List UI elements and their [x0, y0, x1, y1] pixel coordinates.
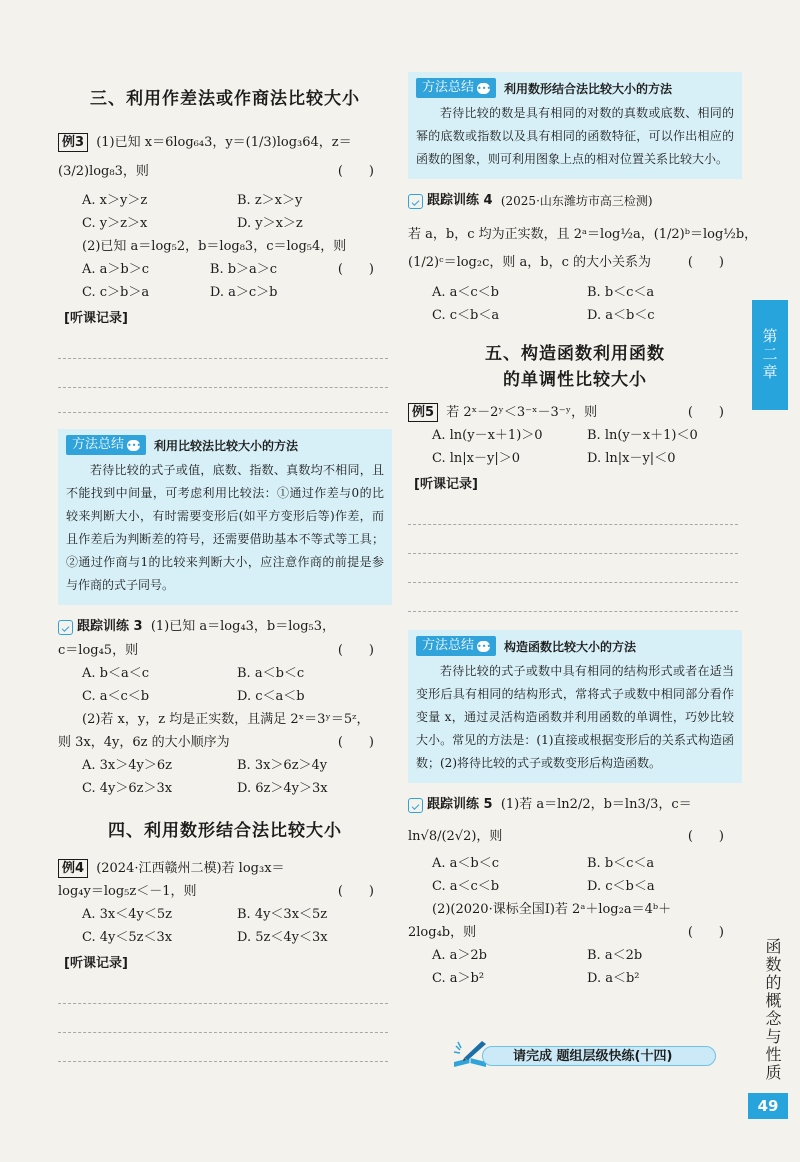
option: C. 4y＞6z＞3x — [82, 781, 173, 796]
section-4-title: 四、利用数形结合法比较大小 — [108, 821, 342, 841]
tracking-exercise-3: 跟踪训练 3 (1)已知 a＝log₄3，b＝log₅3， — [58, 615, 392, 639]
tracking-exercise-4: 跟踪训练 4 (2025·山东潍坊市高三检测) — [408, 189, 742, 213]
tracking-exercise-5: 跟踪训练 5 (1)若 a＝ln2/2，b＝ln3/3，c＝ — [408, 793, 742, 817]
example-4-line-2: log₄y＝log₅z＜－1，则 ( ) — [58, 880, 392, 903]
answer-paren: ( ) — [687, 405, 724, 420]
option: A. b＜a＜c — [82, 666, 150, 681]
page-number: 49 — [748, 1093, 788, 1119]
answer-paren: ( ) — [687, 255, 724, 270]
tracking-4-line-2: (1/2)ᶜ＝log₂c，则 a，b，c 的大小关系为 ( ) — [408, 249, 742, 277]
check-icon — [408, 194, 423, 209]
option: D. 5z＜4y＜3x — [237, 930, 328, 945]
option: C. a＞b² — [432, 971, 485, 986]
option: A. a＞2b — [432, 948, 487, 963]
method-summary-tag: 方法总结 ••• — [66, 435, 146, 455]
example-3-q1-options — [58, 189, 392, 235]
option: D. a＞c＞b — [209, 285, 278, 300]
example-5-line: 例5 若 2ˣ－2ʸ＜3⁻ˣ－3⁻ʸ，则 ( ) — [408, 401, 742, 424]
option: C. c＜b＜a — [432, 308, 500, 323]
option: B. b＜c＜a — [587, 285, 655, 300]
option: A. 3x＞4y＞6z — [82, 758, 172, 773]
left-column — [58, 70, 392, 1062]
tracking-4-line-1: 若 a，b，c 均为正实数，且 2ᵃ＝log½a，(1/2)ᵇ＝log½b， — [408, 227, 758, 242]
speech-bubble-icon: ••• — [127, 440, 142, 450]
option: C. c＞b＞a — [82, 285, 150, 300]
option: D. y＞x＞z — [237, 216, 303, 231]
section-3-title: 三、利用作差法或作商法比较大小 — [90, 89, 360, 109]
practice-banner-text: 请完成 题组层级快练(十四) — [482, 1046, 716, 1066]
option: A. a＜c＜b — [432, 285, 500, 300]
method-summary-box-1 — [58, 429, 392, 605]
option: B. b＜c＜a — [587, 856, 655, 871]
notes-line[interactable] — [58, 330, 388, 359]
notes-line[interactable] — [58, 388, 388, 413]
lecture-notes-label: [听课记录] — [414, 477, 478, 492]
tracking-5-q2-line-1: (2)(2020·课标全国Ⅰ)若 2ᵃ＋log₂a＝4ᵇ＋ — [432, 902, 672, 917]
notes-line[interactable] — [58, 1004, 388, 1033]
method-summary-title: 利用数形结合法比较大小的方法 — [504, 81, 673, 96]
option: C. ln|x－y|＞0 — [432, 451, 520, 466]
answer-paren: ( ) — [687, 925, 724, 940]
lecture-notes-label: [听课记录] — [64, 956, 128, 971]
option: A. a＜b＜c — [432, 856, 500, 871]
tracking-3-line-2: c＝log₄5，则 ( ) — [58, 639, 392, 662]
tracking-3-q1-options — [58, 662, 392, 708]
method-summary-title: 构造函数比较大小的方法 — [504, 639, 637, 654]
answer-paren: ( ) — [337, 643, 374, 658]
example-3-line-1: 例3 (1)已知 x＝6log₆₄3，y＝(1/3)log₃64，z＝ — [58, 131, 392, 154]
option: B. ln(y－x＋1)＜0 — [587, 428, 698, 443]
method-summary-tag: 方法总结 ••• — [416, 78, 496, 98]
speech-bubble-icon: ••• — [477, 83, 492, 93]
notes-line[interactable] — [58, 359, 388, 388]
answer-paren: ( ) — [337, 164, 374, 179]
option: A. x＞y＞z — [82, 193, 148, 208]
method-summary-box-3 — [408, 630, 742, 783]
example-4-tag: 例4 — [58, 859, 88, 878]
notes-line[interactable] — [58, 1033, 388, 1062]
option: C. a＜c＜b — [82, 689, 150, 704]
check-icon — [408, 798, 423, 813]
method-summary-text: 若待比较的式子或数中具有相同的结构形式或者在适当变形后具有相同的结构形式，常将式子或数中相同部分看作变量 x，通过灵活构造函数并利用函数的单调性，巧妙比较大小。常见的方法是：(1)直接或根据变形后的关系式构造函数；(2)将待比较的式子或数变形后构造函数。 — [416, 664, 734, 770]
method-summary-tag: 方法总结 ••• — [416, 636, 496, 656]
option: B. z＞x＞y — [237, 193, 303, 208]
method-summary-text: 若待比较的式子或值，底数、指数、真数均不相同，且不能找到中间量，可考虑利用比较法：①通过作差与0的比较来判断大小，有时需要变形后(如平方变形后等)作差，而且作差后为判断差的符号，还需要借助基本不等式等工具；②通过作商与1的比较来判断大小，应注意作商的前提是参与作商的式子同号。 — [66, 463, 384, 592]
option: A. ln(y－x＋1)＞0 — [432, 428, 543, 443]
chapter-title: 函数的概念与性质 — [763, 938, 782, 1082]
example-4-options — [58, 903, 392, 949]
notes-line[interactable] — [58, 975, 388, 1004]
option: A. 3x＜4y＜5z — [82, 907, 172, 922]
answer-paren: ( ) — [337, 884, 374, 899]
option: A. a＞b＞c — [82, 262, 150, 277]
tracking-5-q2-options — [408, 944, 742, 990]
lecture-notes-label: [听课记录] — [64, 311, 128, 326]
example-3-q2-options — [58, 258, 338, 304]
option: C. 4y＜5z＜3x — [82, 930, 173, 945]
answer-paren: ( ) — [687, 829, 724, 844]
method-summary-title: 利用比较法比较大小的方法 — [154, 438, 299, 453]
option: D. c＜b＜a — [587, 879, 655, 894]
option: D. ln|x－y|＜0 — [587, 451, 676, 466]
tracking-5-q2-line-2: 2log₄b，则 ( ) — [408, 921, 742, 944]
example-3-q2: (2)已知 a＝log₅2，b＝log₈3，c＝log₅4，则 ( ) — [58, 235, 392, 258]
option: B. b＞a＞c — [209, 262, 278, 277]
example-5-tag: 例5 — [408, 403, 438, 422]
tracking-3-q2-line-1: (2)若 x，y，z 均是正实数，且满足 2ˣ＝3ʸ＝5ᶻ， — [82, 712, 370, 727]
right-column — [408, 72, 758, 990]
tracking-3-q2-options — [58, 754, 392, 800]
option: B. a＜b＜c — [237, 666, 305, 681]
example-3-line-2: (3/2)log₈3，则 ( ) — [58, 160, 392, 183]
notes-line[interactable] — [408, 554, 738, 583]
option: C. a＜c＜b — [432, 879, 500, 894]
notes-line[interactable] — [408, 583, 738, 612]
speech-bubble-icon: ••• — [477, 641, 492, 651]
example-4-line-1: 例4 (2024·江西赣州二模)若 log₃x＝ — [58, 857, 392, 880]
method-summary-text: 若待比较的数是具有相同的对数的真数或底数、相同的幂的底数或指数以及具有相同的函数特征，可以作出相应的函数的图象，则可利用图象上点的相对位置关系比较大小。 — [416, 106, 734, 166]
section-5-title: 五、构造函数利用函数 的单调性比较大小 — [485, 344, 665, 390]
option: B. 3x＞6z＞4y — [237, 758, 328, 773]
option: D. a＜b² — [587, 971, 640, 986]
example-5-options — [408, 424, 742, 470]
practice-banner[interactable] — [452, 1038, 716, 1070]
option: B. 4y＜3x＜5z — [237, 907, 328, 922]
check-icon — [58, 620, 73, 635]
tracking-5-q1-options — [408, 852, 742, 898]
option: D. a＜b＜c — [587, 308, 655, 323]
tracking-5-line-2: ln√8/(2√2)，则 ( ) — [408, 825, 742, 848]
option: B. a＜2b — [587, 948, 643, 963]
option: D. c＜a＜b — [237, 689, 305, 704]
chapter-tab[interactable]: 第二章 — [752, 300, 788, 410]
answer-paren: ( ) — [337, 735, 374, 750]
example-3-tag: 例3 — [58, 133, 88, 152]
tracking-4-options — [408, 281, 742, 327]
option: C. y＞z＞x — [82, 216, 148, 231]
method-summary-box-2 — [408, 72, 742, 179]
option: D. 6z＞4y＞3x — [237, 781, 328, 796]
notes-line[interactable] — [408, 525, 738, 554]
notes-line[interactable] — [408, 496, 738, 525]
tracking-3-q2-line-2: 则 3x，4y，6z 的大小顺序为 ( ) — [58, 731, 392, 754]
answer-paren: ( ) — [337, 262, 374, 277]
